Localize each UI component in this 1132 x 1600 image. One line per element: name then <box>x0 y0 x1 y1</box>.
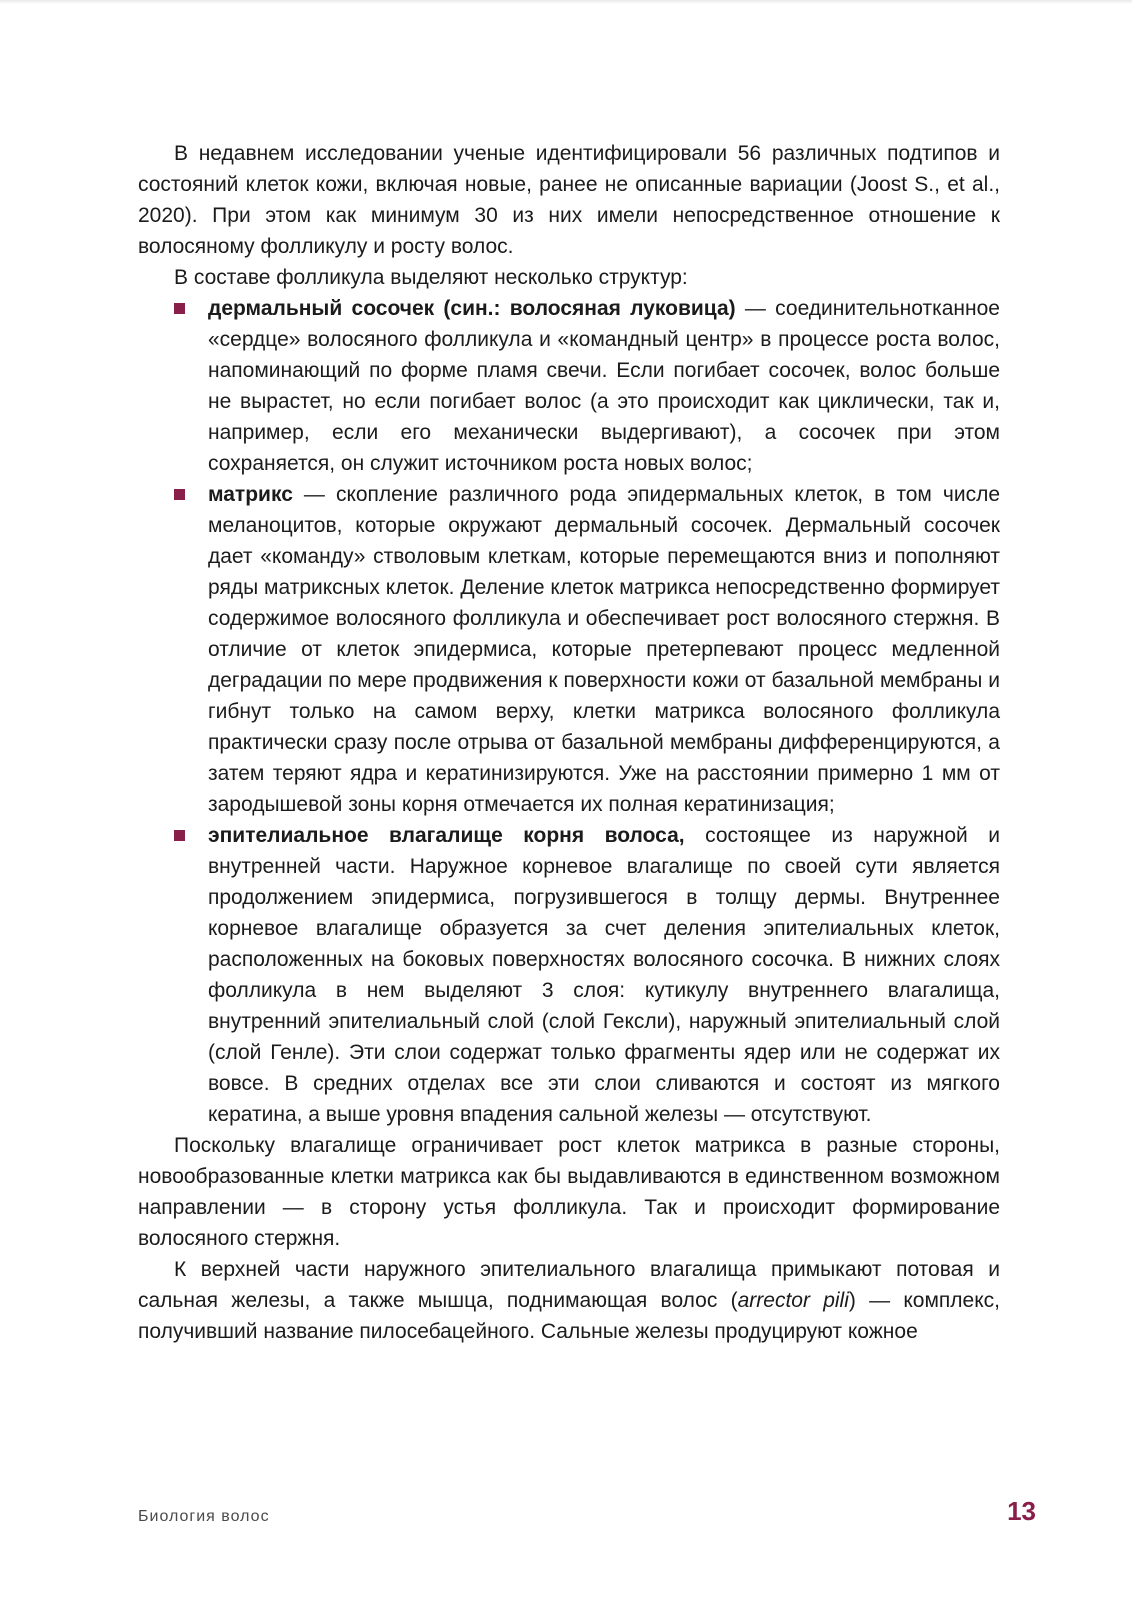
structure-list <box>138 293 1000 1130</box>
running-footer-title: Биология волос <box>138 1508 270 1525</box>
paragraph-intro: В недавнем исследовании ученые идентифицировали 56 различных подтипов и состояний клеток кожи, включая новые, ранее не описанные вариации (Joost S., et al., 2020). При этом как минимум 30 из них имели непосредственное отношение к волосяному фолликулу и росту волос. <box>138 142 1000 258</box>
list-term: дермальный сосочек (син.: волосяная луковица) <box>208 297 736 320</box>
list-item-matrix <box>138 479 1000 820</box>
bullet-square-icon <box>174 489 185 500</box>
list-text: состоящее из наружной и внутренней части. Наружное корневое влагалище по своей сути является продолжением эпидермиса, погрузившегося в толщу дермы. Внутреннее корневое влагалище образуется за счет деления эпителиальных клеток, расположенных на боковых поверхностях волосяного сосочка. В нижних слоях фолликула в нем выделяют 3 слоя: кутикулу внутреннего влагалища, внутренний эпителиальный слой (слой Гексли), наружный эпителиальный слой (слой Генле). Эти слои содержат только фрагменты ядер или не содержат их вовсе. В средних отделах все эти слои сливаются и состоят из мягкого кератина, а выше уровня впадения сальной железы — отсутствуют. <box>208 824 1000 1126</box>
bullet-square-icon <box>174 830 185 841</box>
paragraph-text: К верхней части наружного эпителиального влагалища примыкают потовая и сальная железы, а также мышца, поднимающая волос ( <box>138 1258 1000 1312</box>
paragraph-sheath-growth: Поскольку влагалище ограничивает рост клеток матрикса в разные стороны, новообразованные клетки матрикса как бы выдавливаются в единственном возможном направлении — в сторону устья фолликула. Так и происходит формирование волосяного стержня. <box>138 1134 1000 1250</box>
list-item-root-sheath <box>138 820 1000 1130</box>
paragraph-pilosebaceous <box>138 1254 1000 1347</box>
bullet-square-icon <box>174 303 185 314</box>
list-text: — скопление различного рода эпидермальных клеток, в том числе меланоцитов, которые окружают дермальный сосочек. Дермальный сосочек дает «команду» стволовым клеткам, которые перемещаются вниз и пополняют ряды матриксных клеток. Деление клеток матрикса непосредственно формирует содержимое волосяного фолликула и обеспечивает рост волосяного стержня. В отличие от клеток эпидермиса, которые претерпевают процесс медленной деградации по мере продвижения к поверхности кожи от базальной мембраны и гибнут только на самом верху, клетки матрикса волосяного фолликула практически сразу после отрыва от базальной мембраны дифференцируются, а затем теряют ядра и кератинизируются. Уже на расстоянии примерно 1 мм от зародышевой зоны корня отмечается их полная кератинизация; <box>208 483 1000 816</box>
paragraph-text: ) — комплекс, получивший название пилосебацейного. Сальные железы продуцируют кожное <box>138 1289 1000 1343</box>
paragraph-structures-lead: В составе фолликула выделяют несколько структур: <box>174 266 688 289</box>
page-number: 13 <box>1007 1496 1036 1526</box>
list-item-dermal-papilla <box>138 293 1000 479</box>
list-text: — соединительнотканное «сердце» волосяного фолликула и «командный центр» в процессе роста волос, напоминающий по форме пламя свечи. Если погибает сосочек, волос больше не вырастет, но если погибает волос (а это происходит как циклически, так и, например, если его механически выдергивают), а сосочек при этом сохраняется, он служит источником роста новых волос; <box>208 297 1000 475</box>
list-term: эпителиальное влагалище корня волоса, <box>208 824 685 847</box>
latin-term: arrector pili <box>737 1289 849 1312</box>
list-term: матрикс <box>208 483 293 506</box>
page-top-edge <box>0 0 1132 4</box>
main-text <box>138 138 1000 1347</box>
